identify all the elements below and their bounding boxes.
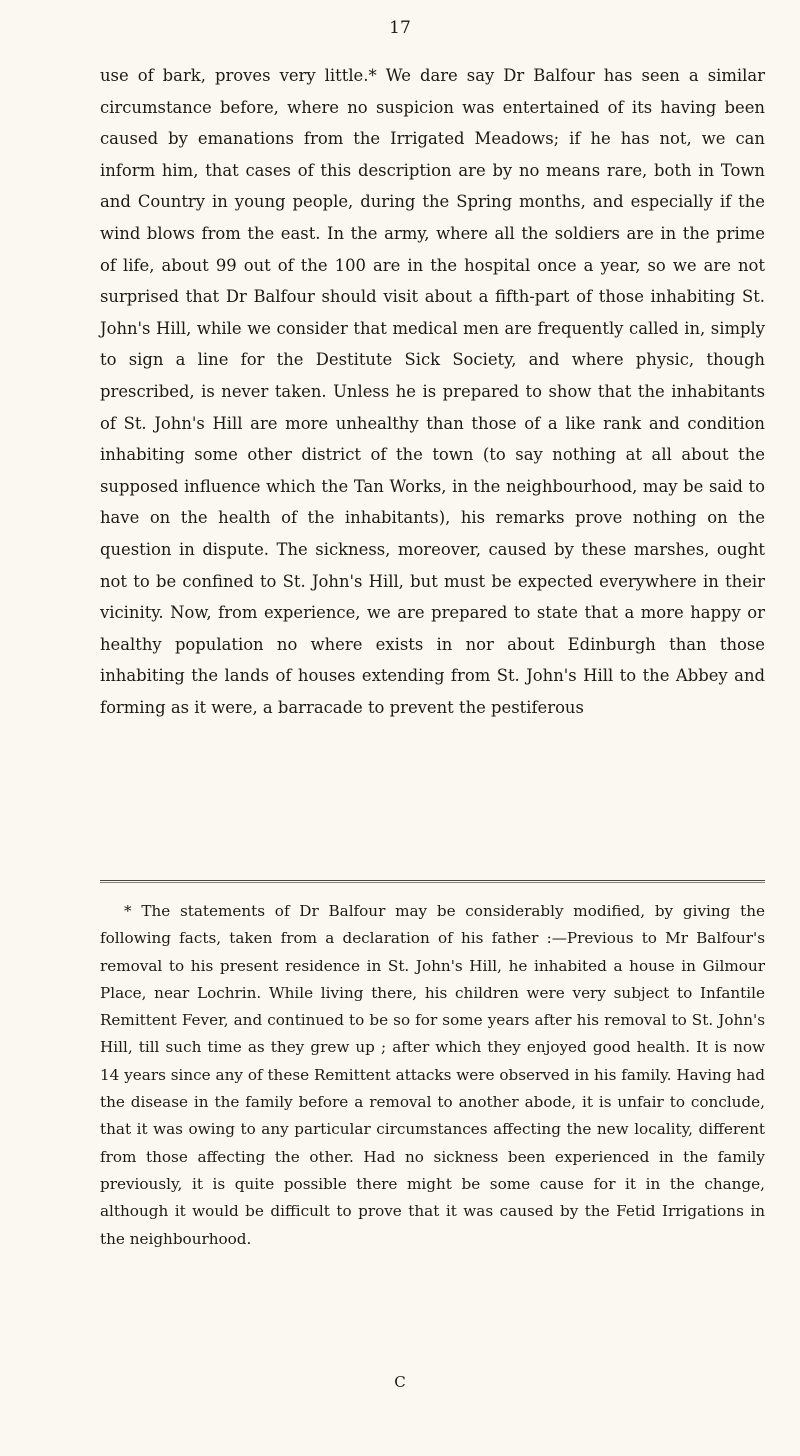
body-text: use of bark, proves very little.* We dare say Dr Balfour has seen a similar circumstance before, where no suspicion was entertained of its having been caused by emanations from the Irrigated Meadows; if he has not, we can inform him, that cases of this description are by no means rare, both in Town and Country in young people, during the Spring months, and especially if the wind blows from the east. In the army, where all the soldiers are in the prime of life, about 99 out of the 100 are in the hospital once a year, so we are not surprised that Dr Balfour should visit about a fifth-part of those inhabiting St. John's Hill, while we consider that medical men are frequently called in, simply to sign a line for the Destitute Sick Society, and where physic, though prescribed, is never taken. Unless he is prepared to show that the inhabitants of St. John's Hill are more unhealthy than those of a like rank and condition inhabiting some other district of the town (to say nothing at all about the supposed influence which the Tan Works, in the neighbourhood, may be said to have on the health of the inhabitants), his remarks prove nothing on the question in dispute. The sickness, moreover, caused by these marshes, ought not to be confined to St. John's Hill, but must be expected everywhere in their vicinity. Now, from experience, we are prepared to state that a more happy or healthy population no where exists in nor about Edinburgh than those inhabiting the lands of houses extending from St. John's Hill to the Abbey and forming as it were, a barracade to prevent the pestiferous <box>100 66 765 717</box>
signature-mark: C <box>394 1373 406 1391</box>
footnote-text: * The statements of Dr Balfour may be considerably modified, by giving the following facts, taken from a declaration of his father :—Previous to Mr Balfour's removal to his present residence in St. John's Hill, he inhabited a house in Gilmour Place, near Lochrin. While living there, his children were very subject to Infantile Remittent Fever, and continued to be so for some years after his removal to St. John's Hill, till such time as they grew up ; after which they enjoyed good health. It is now 14 years since any of these Remittent attacks were observed in his family. Having had the disease in the family before a removal to another abode, it is unfair to conclude, that it was owing to any particular circumstances affecting the new locality, different from those affecting the other. Had no sickness been experienced in the family previously, it is quite possible there might be some cause for it in the change, although it would be difficult to prove that it was caused by the Fetid Irrigations in the neighbourhood. <box>100 902 765 1248</box>
page-number: 17 <box>389 18 411 38</box>
footnote-divider <box>100 880 765 883</box>
